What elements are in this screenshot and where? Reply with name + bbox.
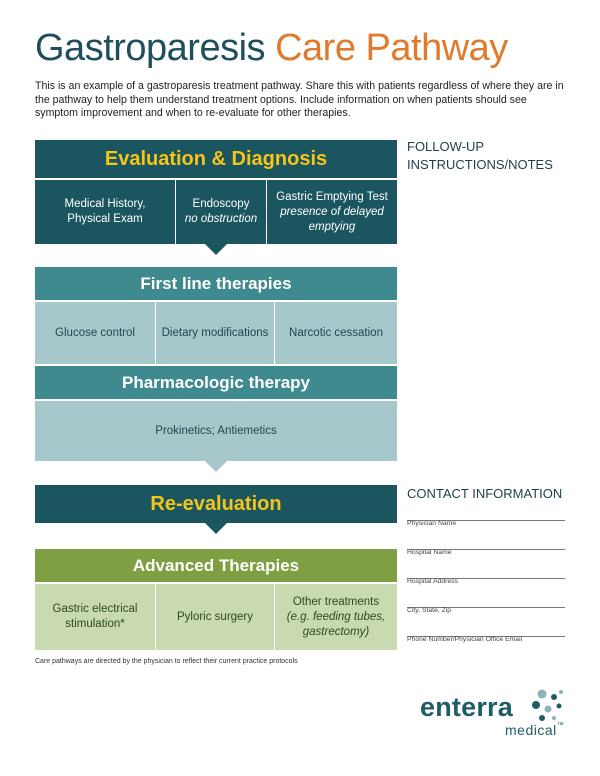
advanced-item-gastric-stimulation [35,584,155,650]
advanced-item-gastric-stimulation-line1: Gastric electrical [52,603,138,615]
reevaluation-header [35,485,397,523]
first-line-header [35,267,397,300]
advanced-item-gastric-stimulation-line2: stimulation* [65,618,125,630]
evaluation-item-endoscopy-line1: Endoscopy [192,198,250,210]
evaluation-item-gastric-emptying-line3: emptying [308,220,356,233]
flow-arrow [205,244,227,255]
first-line-item-dietary-label: Dietary modifications [161,326,269,339]
evaluation-item-history [35,180,175,244]
advanced-item-other-treatments-line2: (e.g. feeding tubes, [286,610,386,623]
city-state-zip-label: City, State, Zip [407,607,452,614]
advanced-item-pyloric-surgery-line1: Pyloric surgery [176,610,254,623]
evaluation-item-gastric-emptying-line2: presence of delayed [280,205,384,218]
flow-arrow [205,523,227,534]
first-line-item-narcotic [275,302,397,364]
hospital-address-label: Hospital Address [407,578,459,585]
city-state-zip-field[interactable] [407,598,565,614]
physician-name-label: Physician Name [407,520,457,527]
evaluation-item-gastric-emptying [267,180,397,244]
phone-email-label: Phone Number/Physician Office Email [407,636,523,643]
evaluation-item-history-line1: Medical History, [64,198,146,210]
hospital-name-label: Hospital Name [407,549,452,556]
pharmacologic-header-label: Pharmacologic therapy [121,372,310,392]
first-line-item-glucose-label: Glucose control [55,326,135,339]
reevaluation-header-label: Re-evaluation [150,492,282,515]
phone-email-field[interactable] [407,627,565,643]
title-part-1: Gastroparesis [35,27,266,69]
first-line-item-glucose [35,302,155,364]
advanced-item-pyloric-surgery [156,584,274,650]
first-line-header-label: First line therapies [140,273,292,293]
evaluation-header-label: Evaluation & Diagnosis [104,147,328,170]
followup-heading-line1: FOLLOW-UP [407,139,485,154]
advanced-item-other-treatments [275,584,397,650]
logo-dots-icon [528,688,568,722]
hospital-name-field[interactable] [407,540,565,556]
pharmacologic-item-label: Prokinetics; Antiemetics [155,424,277,437]
footnote: Care pathways are directed by the physician to reflect their current practice protocols [35,658,298,665]
advanced-header-label: Advanced Therapies [132,555,300,575]
evaluation-header [35,140,397,178]
logo-wordmark: enterra [420,692,513,722]
flow-arrow [205,461,227,472]
contact-heading: CONTACT INFORMATION [407,486,563,501]
enterra-logo [420,688,570,748]
first-line-item-dietary [156,302,274,364]
logo-subtext [505,722,564,738]
hospital-address-field[interactable] [407,569,565,585]
advanced-item-other-treatments-line3: gastrectomy) [302,625,370,638]
evaluation-item-gastric-emptying-line1: Gastric Emptying Test [276,190,388,203]
followup-heading [407,138,553,174]
advanced-header [35,549,397,582]
physician-name-field[interactable] [407,511,565,527]
advanced-item-other-treatments-line1: Other treatments [292,595,380,608]
first-line-item-narcotic-label: Narcotic cessation [289,326,383,339]
evaluation-item-endoscopy-line2: no obstruction [184,213,258,225]
page-title [35,27,508,70]
logo-trademark: ™ [556,722,565,729]
evaluation-item-history-line2: Physical Exam [67,213,143,225]
pharmacologic-item [35,401,397,461]
intro-paragraph: This is an example of a gastroparesis treatment pathway. Share this with patients regardless of where they are in the pathway to help them understand treatment options. Include information on when patients should see symptom improvement and when to re-evaluate for other therapies. [35,80,564,119]
followup-heading-line2: INSTRUCTIONS/NOTES [407,157,553,172]
evaluation-item-endoscopy [176,180,266,244]
title-part-2: Care Pathway [275,27,508,69]
logo-sub-word: medical [505,722,557,738]
pharmacologic-header [35,366,397,399]
